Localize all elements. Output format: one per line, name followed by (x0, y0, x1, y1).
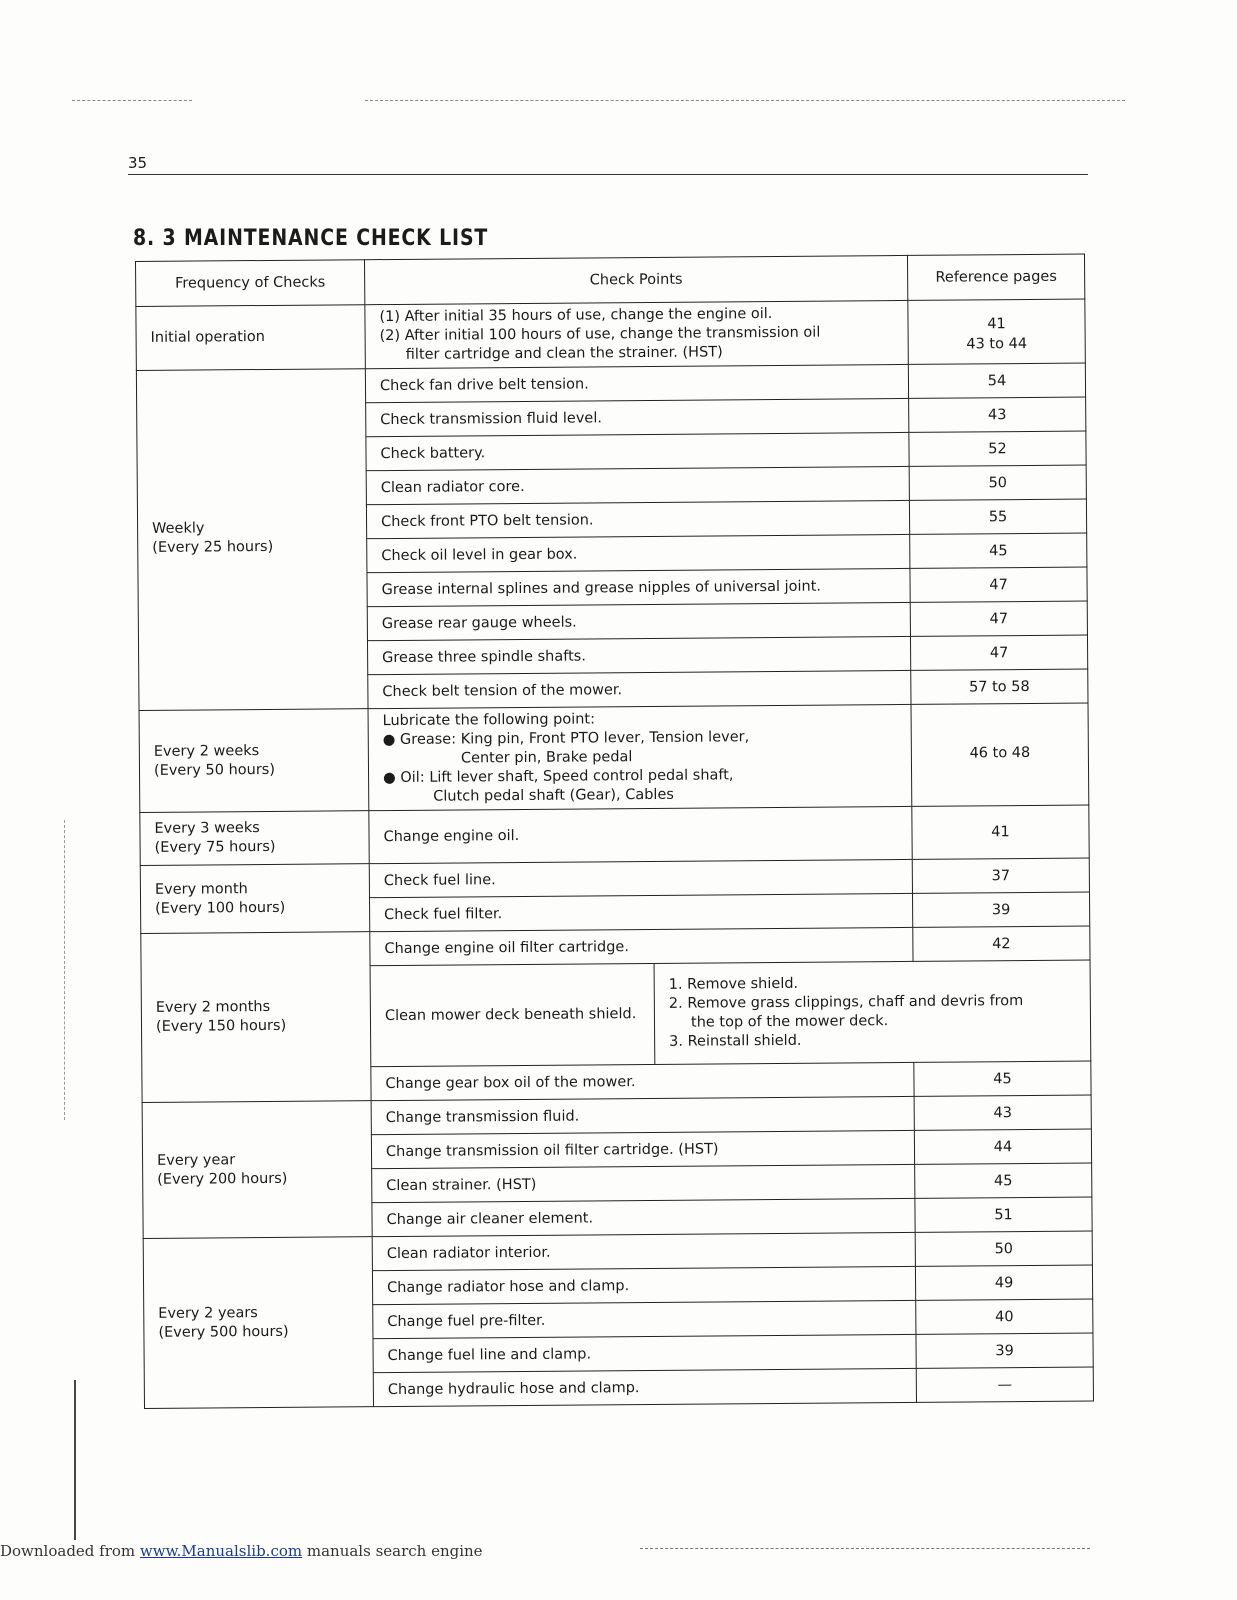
reference-cell: 50 (915, 1231, 1092, 1266)
reference-cell: 44 (914, 1129, 1091, 1164)
reference-value: 41 (987, 316, 1006, 333)
check-point-line: Lubricate the following point: (382, 711, 596, 730)
reference-cell: 54 (908, 363, 1085, 398)
frequency-cell (141, 932, 371, 1103)
check-point-cell: Grease three spindle shafts. (367, 636, 910, 674)
reference-value: 43 to 44 (966, 335, 1028, 353)
check-point-cell: Clean radiator core. (366, 466, 909, 504)
mower-clean-cell (370, 960, 1091, 1067)
header-frequency: Frequency of Checks (136, 260, 365, 307)
reference-cell: 57 to 58 (911, 669, 1088, 704)
check-point-cell: Change engine oil filter cartridge. (370, 927, 913, 965)
check-point-cell: Check front PTO belt tension. (366, 500, 909, 538)
reference-cell: 50 (909, 465, 1086, 500)
header-rule (128, 174, 1088, 175)
reference-cell: 42 (913, 926, 1090, 961)
check-point-cell: Change fuel line and clamp. (373, 1334, 916, 1372)
reference-cell: 39 (912, 892, 1089, 927)
check-point-line: Clutch pedal shaft (Gear), Cables (433, 786, 674, 805)
header-reference: Reference pages (907, 254, 1084, 300)
step-line: 1. Remove shield. (668, 975, 799, 993)
frequency-label: Every month (154, 880, 248, 898)
check-point-cell (365, 300, 908, 368)
check-point-line: Center pin, Brake pedal (460, 749, 633, 767)
reference-cell (908, 299, 1085, 364)
check-point-cell: Change transmission fluid. (371, 1096, 914, 1134)
reference-cell: 47 (910, 601, 1087, 636)
reference-cell: 37 (912, 858, 1089, 893)
frequency-label: Every 2 months (155, 998, 271, 1016)
check-point-cell: Check oil level in gear box. (367, 534, 910, 572)
reference-cell: 47 (910, 635, 1087, 670)
check-point-cell: Change fuel pre-filter. (373, 1300, 916, 1338)
reference-cell: 40 (916, 1299, 1093, 1334)
check-point-line: ● Grease: King pin, Front PTO lever, Tension lever, (382, 729, 750, 749)
check-point-line: ● Oil: Lift lever shaft, Speed control pedal shaft, (383, 767, 734, 787)
check-point-line: (1) After initial 35 hours of use, change the engine oil. (379, 305, 773, 326)
reference-cell: 49 (915, 1265, 1092, 1300)
frequency-hours: (Every 100 hours) (155, 899, 286, 917)
check-point-cell: Change gear box oil of the mower. (371, 1062, 914, 1100)
check-point-cell: Check transmission fluid level. (366, 398, 909, 436)
frequency-hours: (Every 500 hours) (158, 1323, 289, 1341)
reference-cell: 45 (915, 1163, 1092, 1198)
check-point-cell: Check fan drive belt tension. (365, 364, 908, 402)
frequency-label: Every 3 weeks (154, 820, 260, 837)
frequency-hours: (Every 50 hours) (153, 761, 276, 779)
reference-cell: 43 (914, 1095, 1091, 1130)
maintenance-table (135, 254, 1094, 1409)
reference-cell: 45 (914, 1061, 1091, 1096)
footer-suffix: manuals search engine (302, 1542, 483, 1560)
reference-cell: 46 to 48 (911, 703, 1089, 806)
frequency-hours: (Every 200 hours) (157, 1170, 288, 1188)
scan-artifact-dash (640, 1548, 1090, 1549)
frequency-cell (139, 709, 369, 813)
frequency-label: Every year (157, 1151, 236, 1169)
table-row (139, 703, 1089, 812)
check-point-cell: Check fuel line. (369, 859, 912, 897)
check-point-cell: Clean mower deck beneath shield. (371, 964, 655, 1066)
page-number: 35 (128, 154, 148, 172)
scan-artifact-dash (365, 100, 1125, 101)
frequency-cell (142, 1101, 372, 1239)
check-point-cell: Change transmission oil filter cartridge. (HST) (371, 1130, 914, 1168)
table-row (140, 805, 1089, 865)
reference-cell: 55 (909, 499, 1086, 534)
check-point-cell: Check belt tension of the mower. (368, 670, 911, 708)
frequency-cell (140, 811, 369, 866)
reference-cell: 43 (909, 397, 1086, 432)
check-point-line: filter cartridge and clean the strainer. (HST) (405, 344, 723, 363)
frequency-cell (136, 369, 368, 711)
frequency-hours: (Every 25 hours) (152, 538, 274, 556)
check-point-cell: Grease rear gauge wheels. (367, 602, 910, 640)
frequency-hours: (Every 75 hours) (154, 838, 276, 856)
reference-cell: 52 (909, 431, 1086, 466)
check-point-cell: Change engine oil. (369, 806, 912, 863)
frequency-cell (143, 1237, 373, 1409)
check-point-cell: Grease internal splines and grease nipples of universal joint. (367, 568, 910, 606)
reference-cell: 41 (912, 805, 1089, 859)
check-point-cell (368, 704, 912, 810)
scan-margin-line (64, 820, 65, 1120)
scan-artifact-dash (72, 100, 192, 101)
table-row (136, 299, 1085, 370)
frequency-label: Weekly (152, 520, 205, 537)
frequency-cell (136, 305, 365, 371)
scan-margin-line (74, 1380, 76, 1540)
step-line: 2. Remove grass clippings, chaff and devris from (668, 993, 1024, 1012)
mower-clean-steps (654, 961, 1090, 1064)
check-point-cell: Check fuel filter. (370, 893, 913, 931)
check-point-cell: Clean radiator interior. (372, 1232, 915, 1270)
frequency-label: Every 2 weeks (153, 742, 260, 760)
table-header-row (136, 254, 1085, 306)
reference-cell: 39 (916, 1333, 1093, 1368)
manualslib-link[interactable]: www.Manualslib.com (139, 1542, 303, 1560)
check-point-cell: Check battery. (366, 432, 909, 470)
frequency-label: Initial operation (150, 328, 266, 346)
frequency-label: Every 2 years (158, 1304, 258, 1322)
reference-cell: 51 (915, 1197, 1092, 1232)
mower-clean-subtable (371, 961, 1091, 1067)
reference-cell: 47 (910, 567, 1087, 602)
reference-cell: 45 (910, 533, 1087, 568)
check-point-line: (2) After initial 100 hours of use, change the transmission oil (379, 324, 821, 345)
footer-prefix: Downloaded from (0, 1542, 140, 1560)
section-title: 8. 3 MAINTENANCE CHECK LIST (133, 226, 489, 251)
header-check-points: Check Points (364, 255, 907, 304)
reference-cell: — (916, 1367, 1093, 1402)
download-footer (0, 1542, 483, 1560)
check-point-cell: Change radiator hose and clamp. (372, 1266, 915, 1304)
check-point-cell: Clean strainer. (HST) (372, 1164, 915, 1202)
check-point-cell: Change air cleaner element. (372, 1198, 915, 1236)
step-line: the top of the mower deck. (690, 1013, 889, 1031)
step-line: 3. Reinstall shield. (669, 1032, 802, 1050)
frequency-hours: (Every 150 hours) (155, 1017, 287, 1035)
frequency-cell (140, 864, 370, 934)
check-point-cell: Change hydraulic hose and clamp. (373, 1368, 916, 1406)
